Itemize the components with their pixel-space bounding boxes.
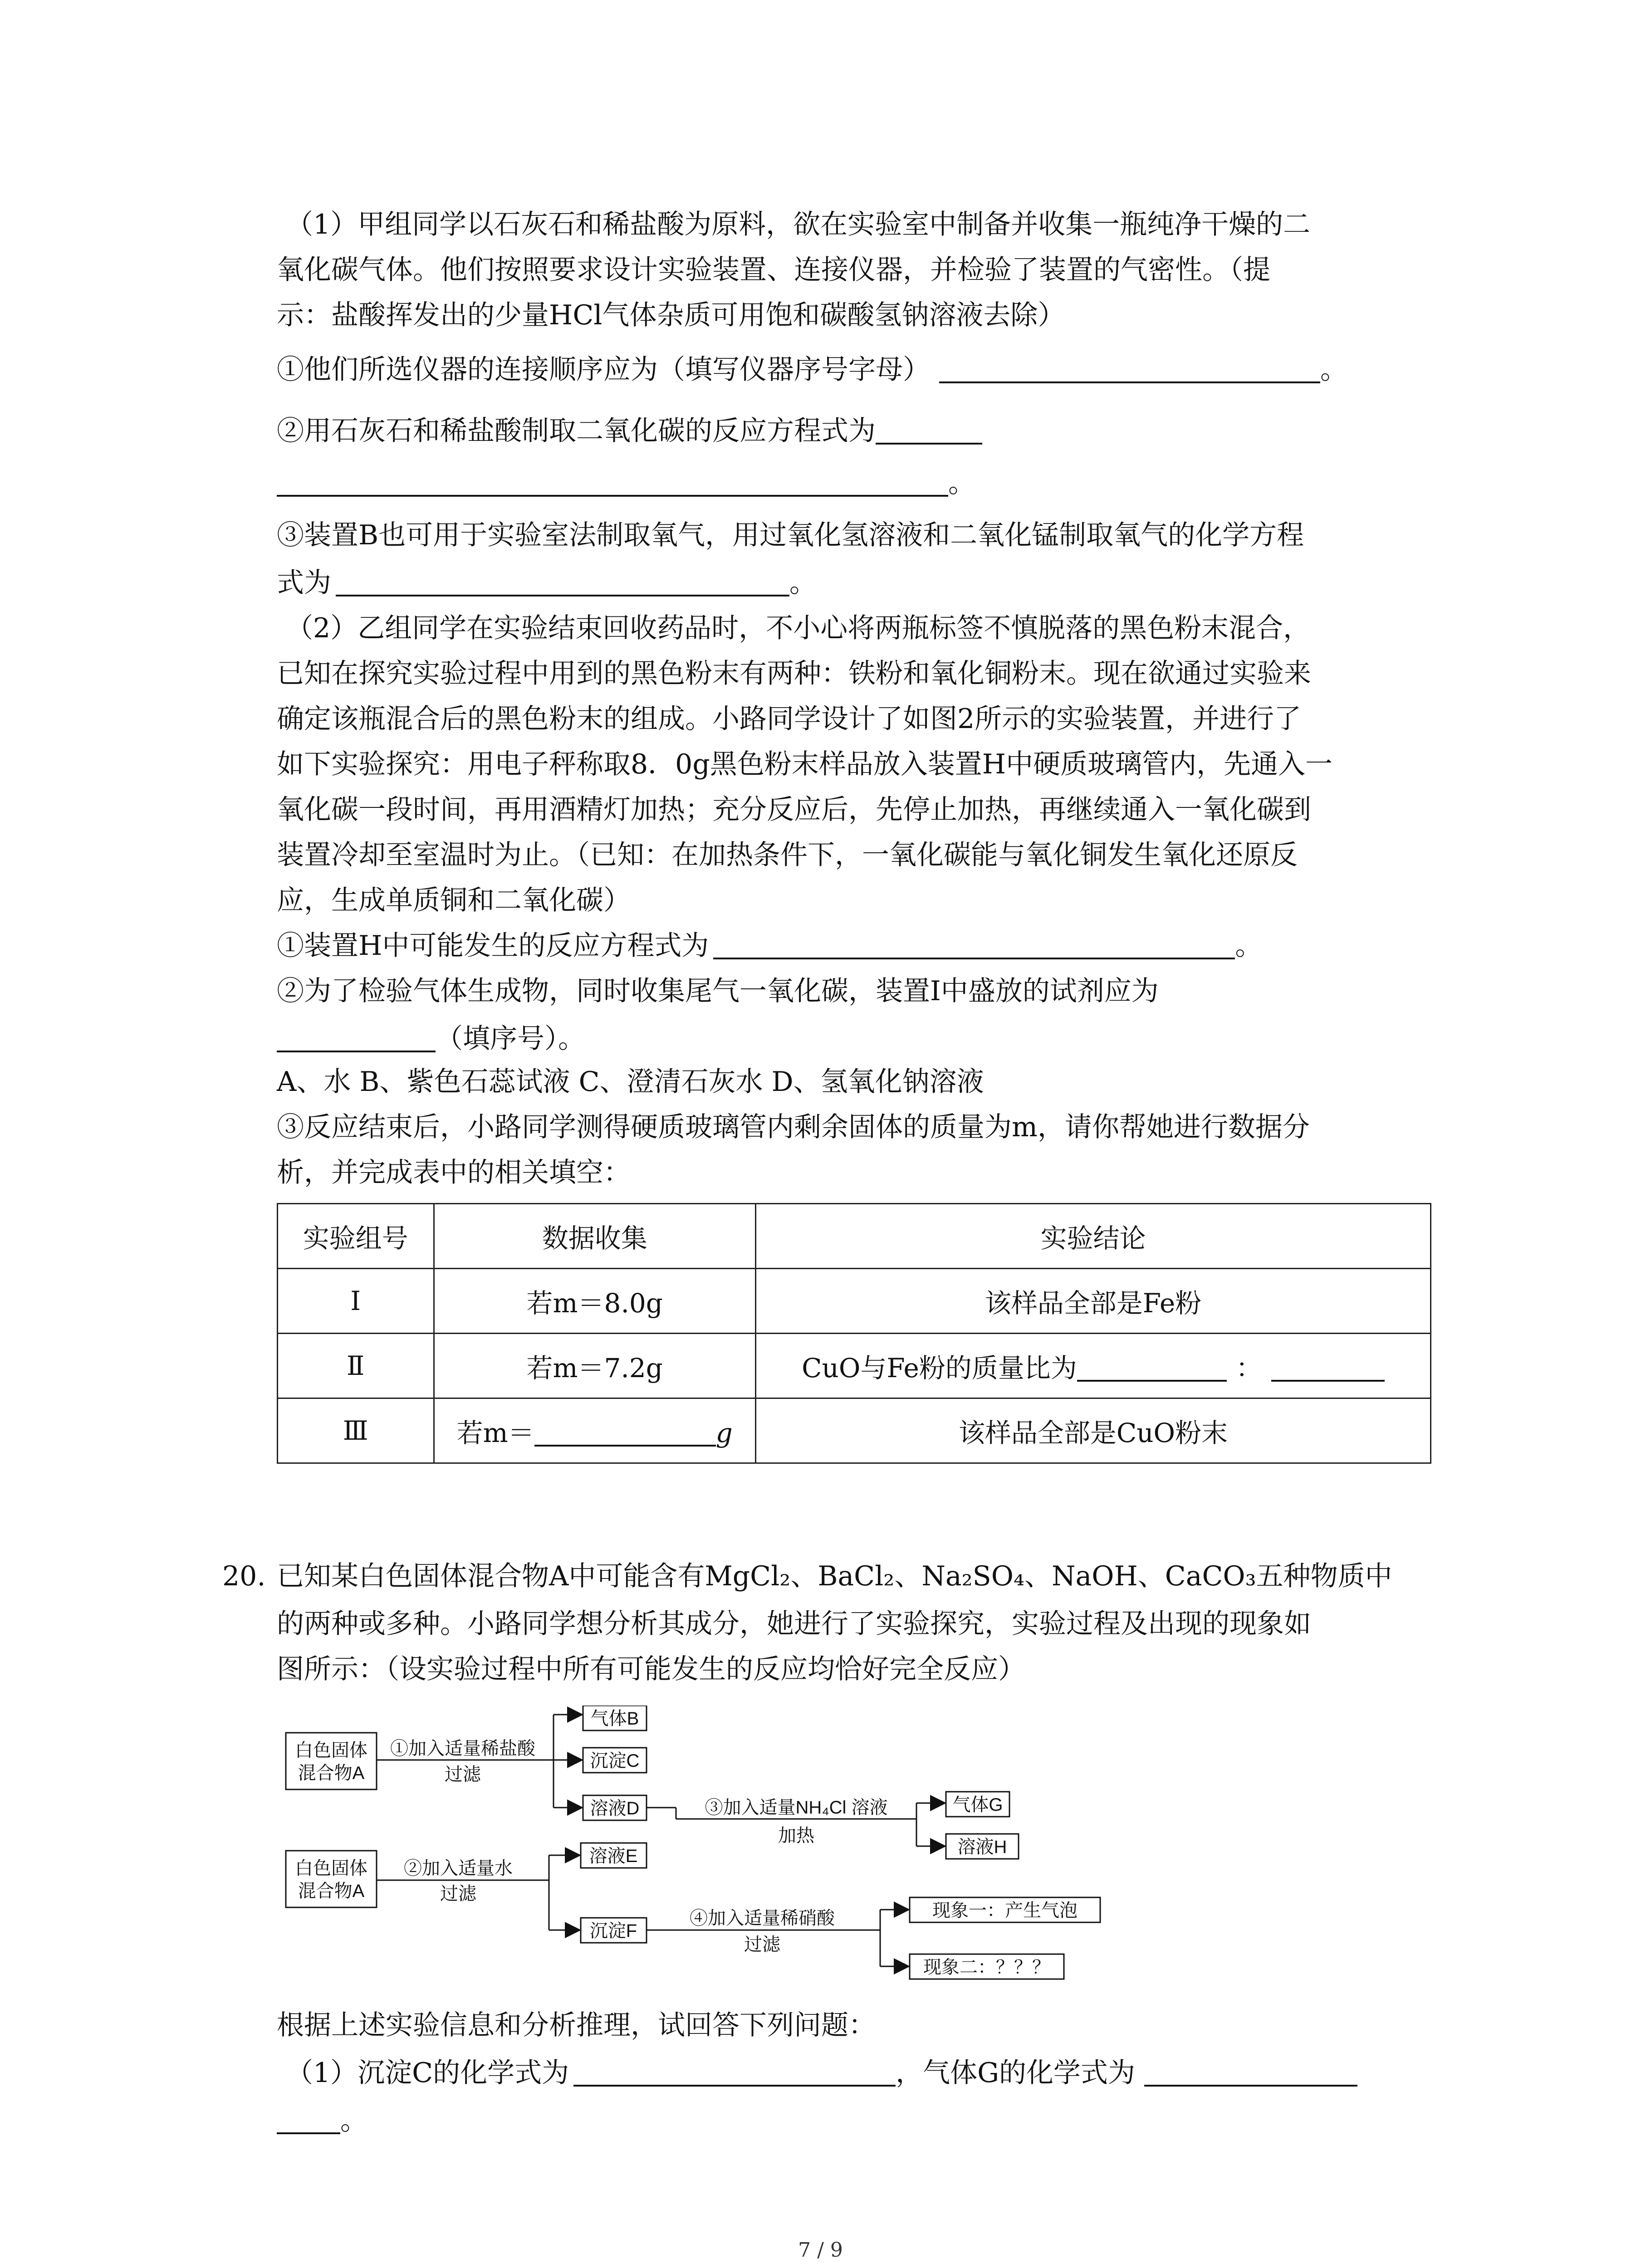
question-20-line-3: 图所示：（设实验过程中所有可能发生的反应均恰好完全反应）: [277, 1653, 1025, 1685]
table-cell-conclusion: 该样品全部是Fe粉: [755, 1269, 1430, 1334]
diagram-gas-b: 气体B: [590, 1709, 639, 1729]
part2-question-1-text: ①装置H中可能发生的反应方程式为: [277, 930, 709, 962]
question-20-sub-1-cont: [277, 2098, 367, 2143]
answer-blank[interactable]: [1077, 1352, 1227, 1382]
page-number: 7 / 9: [798, 2239, 843, 2262]
period: 。: [948, 467, 975, 499]
part2-intro-line-7: 应，生成单质铜和二氧化碳）: [277, 885, 631, 916]
data-text: 若m＝: [456, 1418, 534, 1448]
question-20-line-1: 已知某白色固体混合物A中可能含有MgCl₂、BaCl₂、Na₂SO₄、NaOH、CaCO₃五种物质中: [277, 1560, 1392, 1592]
part2-intro-line-5: 氧化碳一段时间，再用酒精灯加热；充分反应后，先停止加热，再继续通入一氧化碳到: [277, 794, 1311, 826]
table-cell-conclusion: [755, 1334, 1430, 1398]
answer-blank[interactable]: [1271, 1352, 1385, 1382]
part1-question-3-line-2: [277, 560, 817, 606]
table-cell-group: Ⅲ: [278, 1398, 434, 1463]
diagram-label: 白色固体: [295, 1740, 367, 1760]
diagram-step-4: ④加入适量稀硝酸: [690, 1908, 835, 1928]
table-header-row: [278, 1204, 1431, 1269]
table-row: [278, 1398, 1431, 1463]
answer-blank[interactable]: [277, 2104, 340, 2134]
diagram-step-3-heat: 加热: [778, 1826, 814, 1846]
part2-question-2-cont: [277, 1016, 585, 1061]
conclusion-text: CuO与Fe粉的质量比为: [802, 1353, 1077, 1383]
part2-question-1: [277, 923, 1262, 968]
diagram-phenomenon-1: 现象一：产生气泡: [932, 1901, 1078, 1921]
answer-blank[interactable]: [713, 929, 1235, 959]
diagram-step-4-filter: 过滤: [744, 1935, 780, 1955]
table-row: [278, 1334, 1431, 1398]
sub-question-text: ，气体G的化学式为: [896, 2057, 1136, 2089]
part2-intro-line-2: 已知在探究实验过程中用到的黑色粉末有两种：铁粉和氧化铜粉末。现在欲通过实验来: [277, 658, 1311, 689]
diagram-solution-d: 溶液D: [590, 1799, 640, 1818]
part2-question-3-line-1: ③反应结束后，小路同学测得硬质玻璃管内剩余固体的质量为m，请你帮她进行数据分: [277, 1111, 1310, 1143]
period: 。: [340, 2105, 367, 2136]
diagram-solution-e: 溶液E: [589, 1846, 638, 1866]
diagram-label: 混合物A: [298, 1763, 365, 1783]
part1-intro-line-2: 氧化碳气体。他们按照要求设计实验装置、连接仪器，并检验了装置的气密性。（提: [277, 254, 1270, 286]
part1-question-3-line-1: ③装置B也可用于实验室法制取氧气，用过氧化氢溶液和二氧化锰制取氧气的化学方程: [277, 519, 1304, 551]
period: 。: [1235, 930, 1263, 962]
diagram-step-1: ①加入适量稀盐酸: [390, 1739, 535, 1759]
part2-intro-line-1: （2）乙组同学在实验结束回收药品时，不小心将两瓶标签不慎脱落的黑色粉末混合，: [286, 612, 1311, 644]
table-header: 数据收集: [434, 1204, 755, 1269]
part1-question-1: [277, 347, 1347, 392]
results-table: [277, 1203, 1431, 1464]
part2-question-2: ②为了检验气体生成物，同时收集尾气一氧化碳，装置I中盛放的试剂应为: [277, 975, 1159, 1007]
question-20-sub-1: [286, 2050, 1357, 2096]
diagram-step-2-filter: 过滤: [440, 1884, 476, 1904]
part1-question-1-text: ①他们所选仪器的连接顺序应为（填写仪器序号字母）: [277, 354, 930, 386]
part1-question-2-cont: [277, 460, 975, 506]
answer-blank[interactable]: [939, 353, 1320, 383]
diagram-label: 混合物A: [298, 1881, 365, 1901]
question-20-line-2: 的两种或多种。小路同学想分析其成分，她进行了实验探究，实验过程及出现的现象如: [277, 1608, 1311, 1640]
part1-intro-line-3: 示：盐酸挥发出的少量HCl气体杂质可用饱和碳酸氢钠溶液去除）: [277, 299, 1065, 331]
part1-question-2-text: ②用石灰石和稀盐酸制取二氧化碳的反应方程式为: [277, 415, 876, 447]
part2-question-3-line-2: 析，并完成表中的相关填空：: [277, 1157, 631, 1188]
part1-intro-line-1: （1）甲组同学以石灰石和稀盐酸为原料，欲在实验室中制备并收集一瓶纯净干燥的二: [286, 209, 1311, 240]
answer-blank[interactable]: [277, 467, 948, 497]
part2-intro-line-4: 如下实验探究：用电子秤称取8．0g黑色粉末样品放入装置H中硬质玻璃管内，先通入一: [277, 748, 1333, 780]
diagram-label: 白色固体: [295, 1858, 367, 1878]
part2-options: A、水 B、紫色石蕊试液 C、澄清石灰水 D、氢氧化钠溶液: [277, 1066, 984, 1098]
part2-intro-line-3: 确定该瓶混合后的黑色粉末的组成。小路同学设计了如图2所示的实验装置，并进行了: [277, 703, 1302, 735]
table-cell-group: Ⅱ: [278, 1334, 434, 1398]
part2-question-2-suffix: （填序号）。: [436, 1023, 585, 1055]
diagram-step-1-filter: 过滤: [445, 1765, 481, 1784]
table-header: 实验结论: [755, 1204, 1430, 1269]
experiment-flow-diagram: [281, 1706, 1143, 1987]
answer-blank[interactable]: [573, 2057, 896, 2087]
table-cell-data: 若m＝7.2g: [434, 1334, 755, 1398]
answer-blank[interactable]: [277, 1022, 436, 1052]
table-header: 实验组号: [278, 1204, 434, 1269]
part2-intro-line-6: 装置冷却至室温时为止。（已知：在加热条件下，一氧化碳能与氧化铜发生氧化还原反: [277, 839, 1298, 871]
period: 。: [789, 567, 817, 599]
answer-blank[interactable]: [1144, 2057, 1357, 2087]
diagram-gas-g: 气体G: [952, 1795, 1003, 1815]
part1-question-3-text: 式为: [277, 567, 331, 599]
table-cell-conclusion: 该样品全部是CuO粉末: [755, 1398, 1430, 1463]
diagram-phenomenon-2: 现象二：？？？: [923, 1957, 1050, 1977]
part1-question-2: [277, 408, 982, 454]
sub-question-text: （1）沉淀C的化学式为: [286, 2057, 569, 2089]
question-20-prompt: 根据上述实验信息和分析推理，试回答下列问题：: [277, 2009, 876, 2041]
answer-blank[interactable]: [534, 1417, 716, 1447]
unit: g: [715, 1418, 733, 1448]
question-20-number: 20.: [222, 1560, 266, 1592]
table-cell-data: 若m＝8.0g: [434, 1269, 755, 1334]
table-cell-data: [434, 1398, 755, 1463]
answer-blank[interactable]: [876, 415, 982, 445]
table-cell-group: Ⅰ: [278, 1269, 434, 1334]
colon: ：: [1235, 1353, 1262, 1383]
diagram-precipitate-f: 沉淀F: [589, 1921, 637, 1941]
diagram-precipitate-c: 沉淀C: [590, 1751, 640, 1771]
table-row: [278, 1269, 1431, 1334]
diagram-solution-h: 溶液H: [957, 1837, 1007, 1857]
period: 。: [1320, 354, 1347, 386]
diagram-step-2: ②加入适量水: [404, 1858, 513, 1878]
diagram-step-3: ③加入适量NH₄Cl 溶液: [705, 1798, 888, 1818]
answer-blank[interactable]: [336, 567, 789, 596]
